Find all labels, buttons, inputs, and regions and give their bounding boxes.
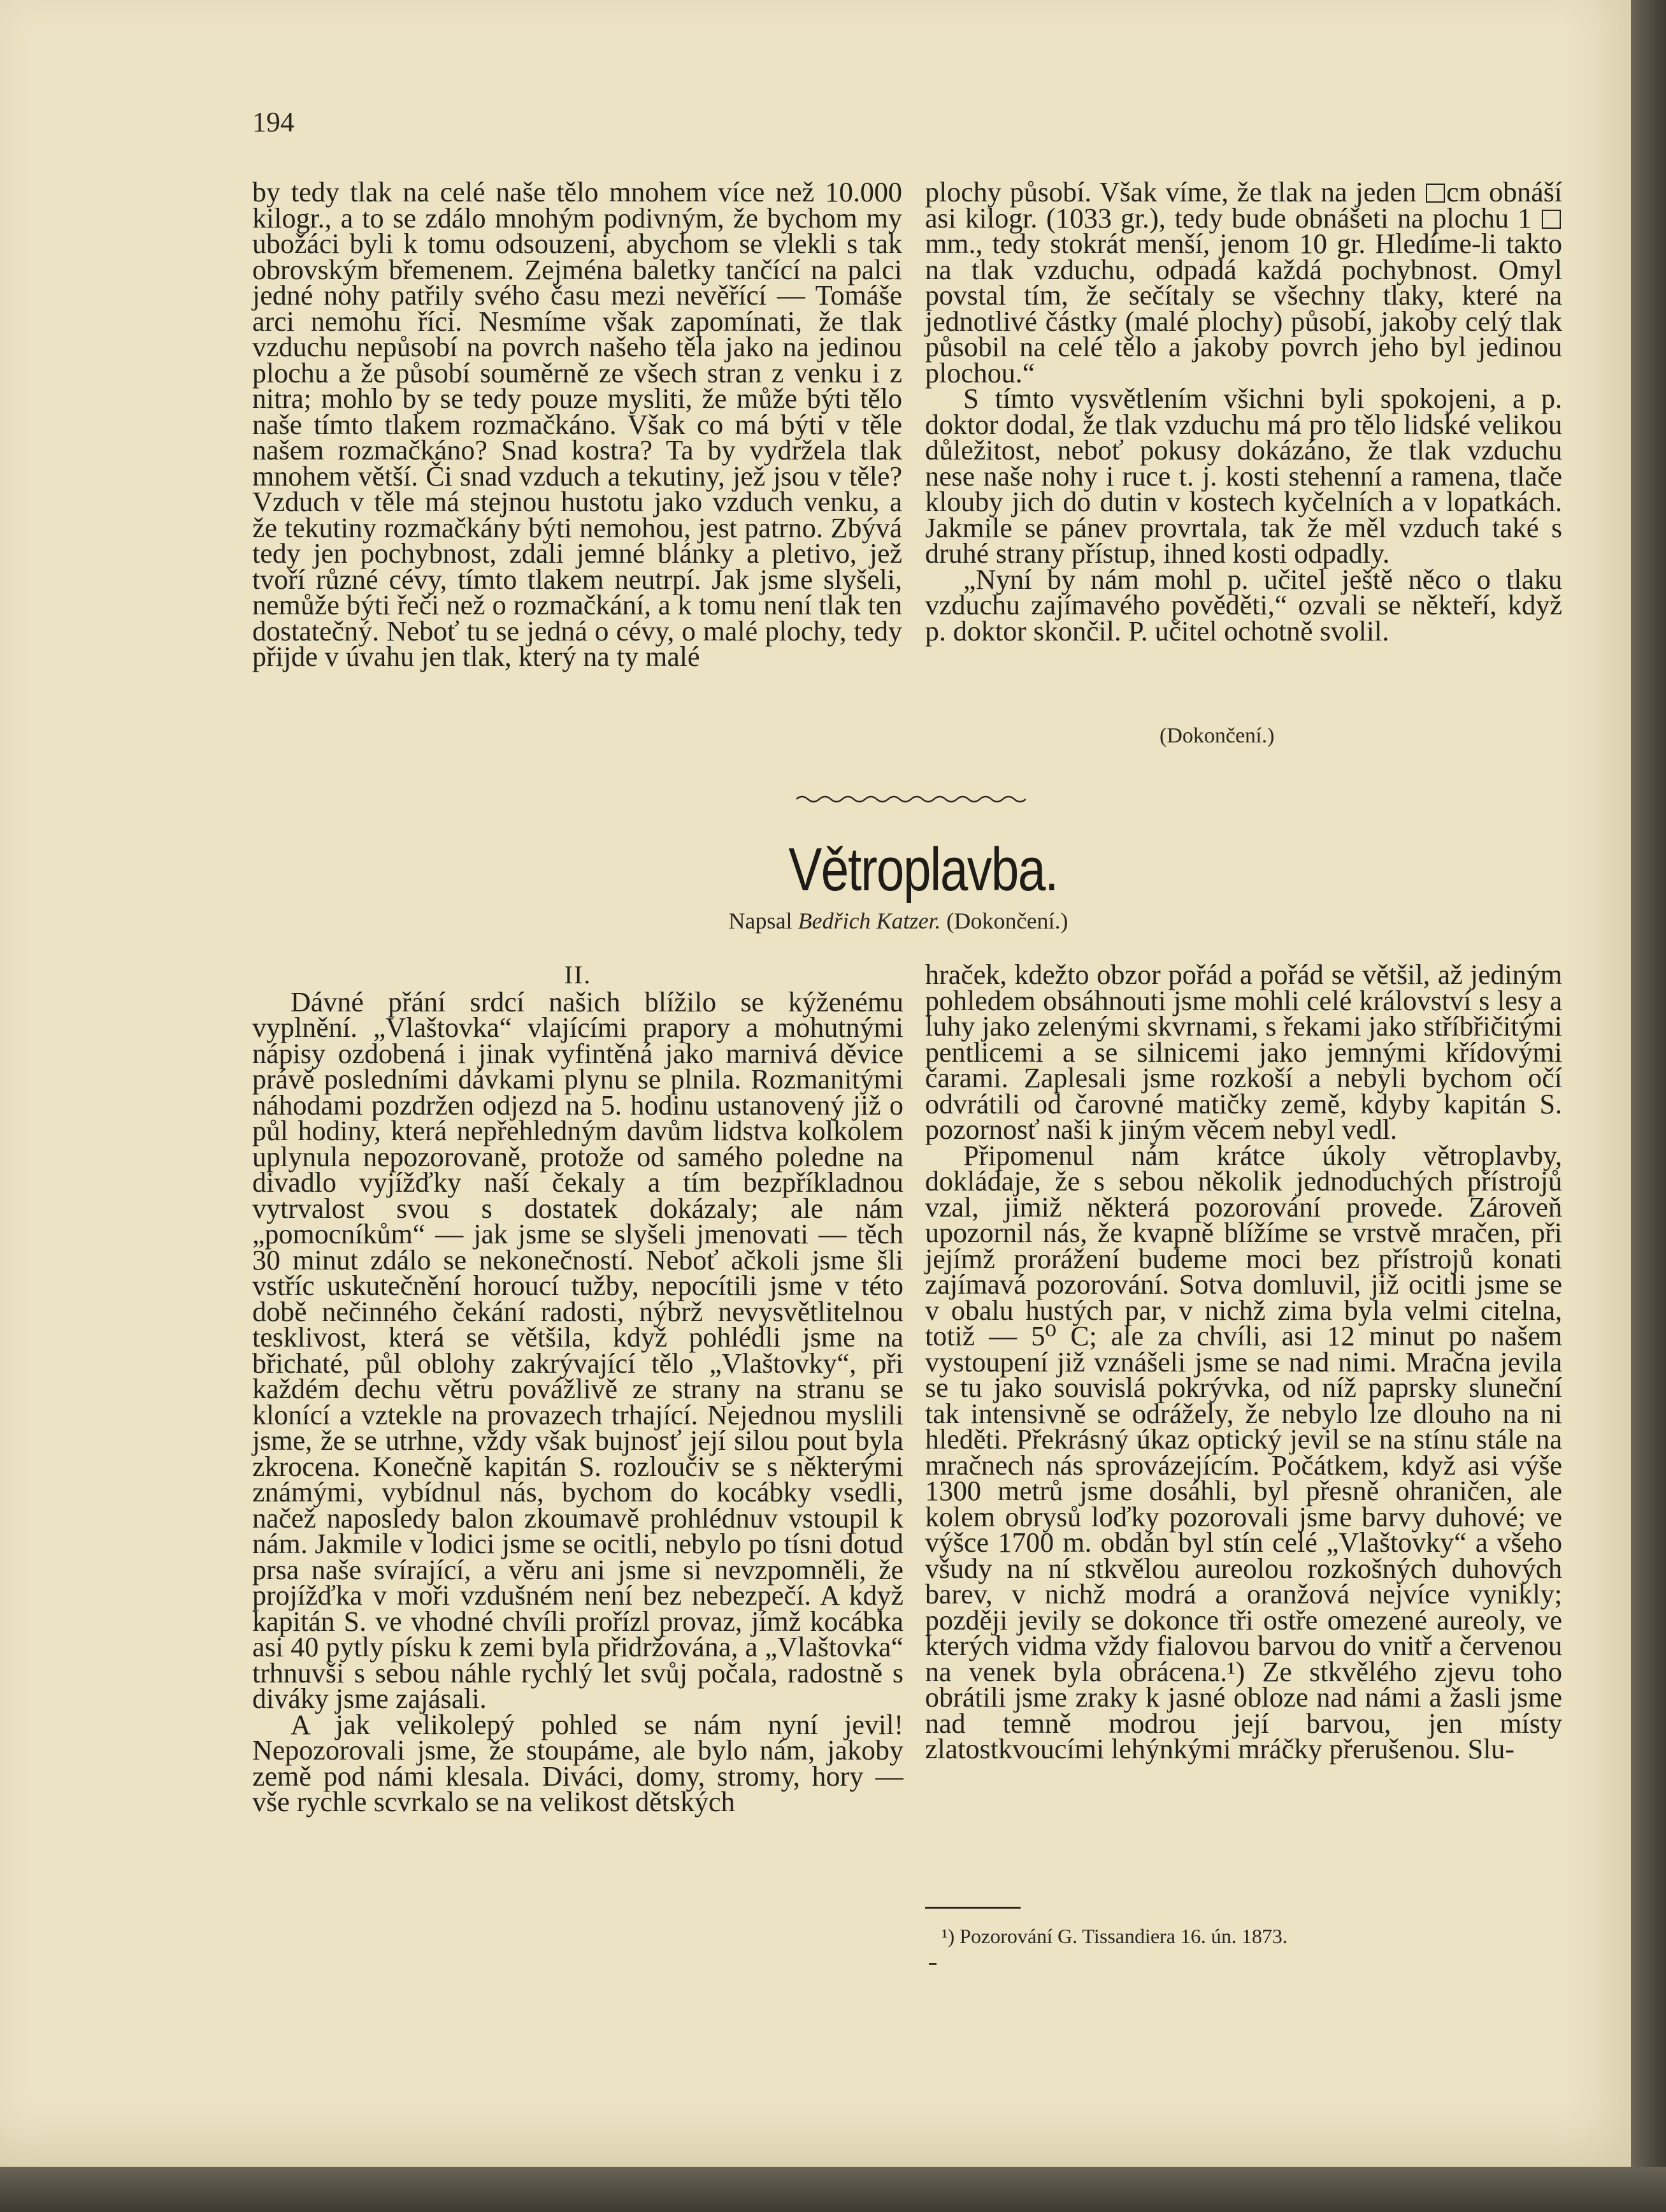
top-right-paragraph-2: S tímto vysvětlením všichni byli spokojeni, a p. doktor dodal, že tlak vzduchu má pro tělo lidské velikou důležitost, neboť pokusy dokázáno, že tlak vzduchu nese naše nohy i ruce t. j. kosti stehenní a ramena, tlače klouby jich do dutin v kostech kyčelních a v lopatkách. Jakmile se pánev provrtala, tak že měl vzduch také s druhé strany přístup, ihned kosti odpadly. bbox=[925, 383, 1562, 569]
page-number: 194 bbox=[252, 106, 294, 138]
top-left-column bbox=[252, 177, 902, 672]
wavy-divider-icon bbox=[796, 793, 1026, 806]
article-left-paragraph-2: A jak velikolepý pohled se nám nyní jevil! Nepozorovali jsme, že stoupáme, ale bylo nám, jakoby země pod námi klesala. Diváci, domy, stromy, hory — vše rychle scvrkalo se na velikost dětských bbox=[252, 1709, 903, 1818]
article-right-paragraph-1: hraček, kdežto obzor pořád a pořád se většil, až jediným pohledem obsáhnouti jsme mohli celé království s lesy a luhy jako zelenými skvrnami, s řekami jako stříbřičitými pentlicemi a se silnicemi jako jemnými křídovými čarami. Zaplesali jsme rozkoší a nebyli bychom očí odvrátili od čarovné matičky země, kdyby kapitán S. pozornosť naši k jiným věcem nebyl vedl. bbox=[925, 959, 1562, 1145]
scan-border-right bbox=[1631, 0, 1666, 2212]
section-end-note: (Dokončení.) bbox=[1160, 724, 1275, 748]
article-left-paragraph-1: Dávné přání srdcí našich blížilo se kýženému vyplnění. „Vlaštovka“ vlajícími prapory a mohutnými nápisy ozdobená i jinak vyfintěná jako marnivá děvice právě posledními dávkami plynu se plnila. Rozmanitými náhodami pozdržen odjezd na 5. hodinu ustanovený již o půl hodiny, která nepřehledným davům lidstva kolkolem uplynula nepozorovaně, protože od samého poledne na divadlo vyjížďky naší čekaly a tím bezpříkladnou vytrvalost svou s dostatek dokázaly; ale nám „pomocníkům“ — jak jsme se slyšeli jmenovati — těch 30 minut zdálo se nekonečností. Neboť ačkoli jsme šli vstříc uskutečnění horoucí tužby, nepocítili jsme v této době nečinného čekání radosti, nýbrž nevysvětlitelnou tesklivost, která se většila, když pohlédli jsme na břichaté, půl oblohy zakrývající tělo „Vlaštovky“, při každém dechu větru povážlivě ze strany na stranu se klonící a vztekle na provazech trhající. Nejednou myslili jsme, že se utrhne, vždy však bujnosť její silou pout byla zkrocena. Konečně kapitán S. rozloučiv se s některými známými, vybídnul nás, bychom do kocábky vsedli, načež naposledy balon zkoumavě prohlédnuv vstoupil k nám. Jakmile v lodici jsme se ocitli, nebylo po tísni dotud prsa naše svírající, a věru ani jsme si nevzpomněli, že projížďka v moři vzdušném není bez nebezpečí. A když kapitán S. ve vhodné chvíli prořízl provaz, jímž kocábka asi 40 pytly písku k zemi byla přidržována, a „Vlaštovka“ trhnuvši s sebou náhle rychlý let svůj počala, radostně s diváky jsme zajásali. bbox=[252, 986, 903, 1714]
top-right-column bbox=[925, 177, 1563, 647]
top-right-paragraph-3: „Nyní by nám mohl p. učitel ještě něco o tlaku vzduchu zajímavého pověděti,“ ozvali se někteří, když p. doktor skončil. P. učitel ochotně svolil. bbox=[925, 563, 1562, 647]
article-byline: Napsal Bedřich Katzer. (Dokončení.) bbox=[728, 908, 1068, 934]
top-left-paragraph: by tedy tlak na celé naše tělo mnohem více než 10.000 kilogr., a to se zdálo mnohým podivným, že bychom my ubožáci byli k tomu odsouzeni, abychom se vlekli s tak obrovským břemenem. Zejména baletky tančící na palci jedné nohy patřily svého času mezi nevěřící — Tomáše arci nemohu říci. Nesmíme však zapomínati, že tlak vzduchu nepůsobí na povrch našeho těla jako na jedinou plochu a že působí souměrně ze všech stran z venku i z nitra; mohlo by se tedy pouze mysliti, že může býti tělo naše tímto tlakem rozmačkáno. Však co má býti v těle našem rozmačkáno? Snad kostra? Ta by vydržela tlak mnohem větší. Či snad vzduch a tekutiny, jež jsou v těle? Vzduch v těle má stejnou hustotu jako vzduch venku, a že tekutiny rozmačkány býti nemohou, jest patrno. Zbývá tedy jen pochybnost, zdali jemné blánky a pletivo, jež tvoří různé cévy, tímto tlakem neutrpí. Jak jsme slyšeli, nemůže býti řeči než o rozmačkání, a k tomu není tlak ten dostatečný. Neboť tu se jedná o cévy, o malé plochy, tedy přijde v úvahu jen tlak, který na ty malé bbox=[252, 177, 902, 672]
top-right-paragraph-1: plochy působí. Však víme, že tlak na jeden cm obnáší asi kilogr. (1033 gr.), tedy bude obnášeti na plochu 1 mm., tedy stokrát menší, jenom 10 gr. Hledíme-li takto na tlak vzduchu, odpadá každá pochybnost. Omyl povstal tím, že sečítaly se všechny tlaky, které na jednotlivé částky (malé plochy) působí, jakoby celý tlak působil na celé tělo a jakoby povrch jeho byl jedinou plochou.“ bbox=[925, 177, 1563, 389]
footnote: ¹) Pozorování G. Tissandiera 16. ún. 1873. bbox=[942, 1925, 1288, 1948]
article-right-column bbox=[925, 959, 1562, 1765]
section-numeral: II. bbox=[564, 960, 592, 989]
footnote-rule bbox=[925, 1907, 1021, 1909]
article-right-paragraph-2: Připomenul nám krátce úkoly větroplavby, dokládaje, že s sebou několik jednoduchých přístrojů vzal, jimiž některá pozorování provede. Zároveň upozornil nás, že kvapně blížíme se vrstvě mračen, při jejímž prorážení budeme moci bez přístrojů konati zajímavá pozorování. Sotva domluvil, již ocitli jsme se v obalu hustých par, v nichž zima byla velmi citelna, totiž — 5⁰ C; ale za chvíli, asi 12 minut po našem vystoupení již vznášeli jsme se nad nimi. Mračna jevila se tu jako souvislá pokrývka, od níž paprsky sluneční tak intensivně se odrážely, že nebylo lze dlouho na ni hleděti. Překrásný úkaz optický jevil se na stínu stále na mračnech nás sprovázejícím. Počátkem, když asi výše 1300 metrů jsme dosáhli, byl přesně ohraničen, ale kolem obrysů loďky pozorovali jsme barvy duhové; ve výšce 1700 m. obdán byl stín celé „Vlaštovky“ a všeho všudy na ní stkvělou aureolou rozkošných duhových barev, v nichž modrá a oranžová nejvíce vynikly; později jevily se dokonce tři ostře omezené aureoly, ve kterých vidma vždy fialovou barvou do vnitř a červenou na venek byla obrácena.¹) Ze stkvělého zjevu toho obrátili jsme zraky k jasné obloze nad námi a žasli jsme nad temně modrou její barvou, jen místy zlatostkvoucími lehýnkými mráčky přerušenou. Slu- bbox=[925, 1139, 1562, 1765]
square-symbol-icon bbox=[1542, 210, 1561, 229]
article-title: Větroplavba. bbox=[788, 835, 1058, 904]
scan-border-bottom bbox=[0, 2167, 1666, 2212]
margin-dash bbox=[929, 1963, 937, 1965]
article-left-column bbox=[252, 962, 903, 1816]
author-name: Bedřich Katzer. bbox=[798, 908, 941, 934]
square-symbol-icon bbox=[1426, 184, 1445, 203]
